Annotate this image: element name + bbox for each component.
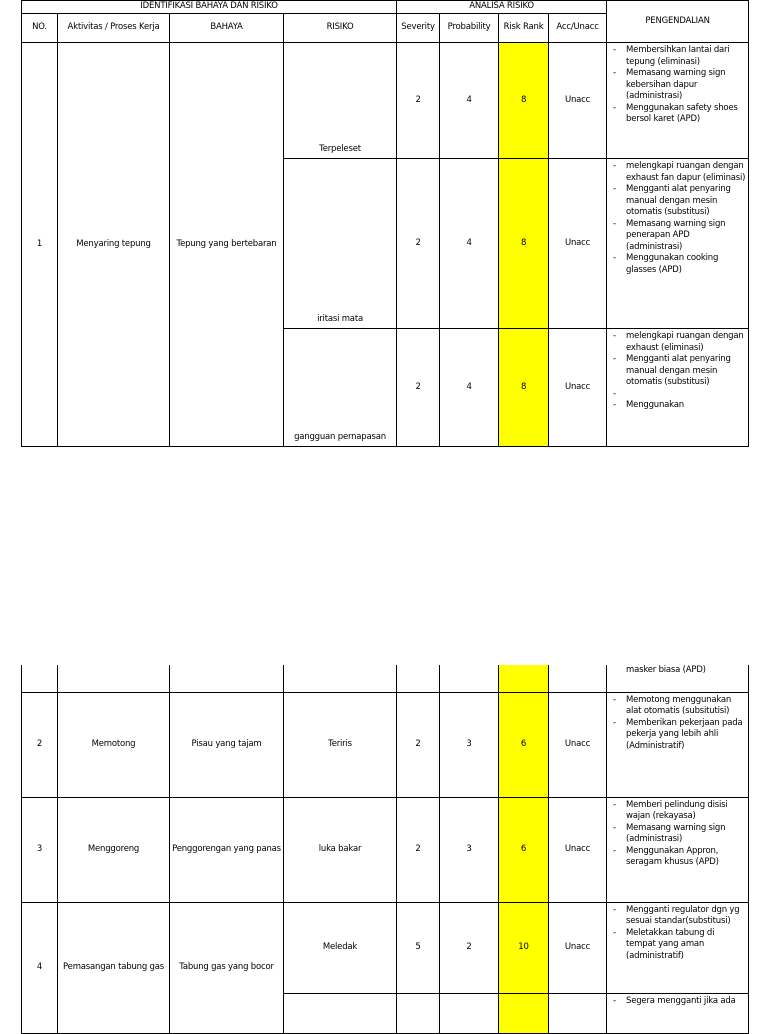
control-item: - Memberikan pekerjaan pada pekerja yang lebih ahli (Administratif) xyxy=(607,718,746,753)
control-item: - Membersihkan lantai dari tepung (eliminasi) xyxy=(607,45,746,68)
row-number: 2 xyxy=(22,692,58,797)
probability-cell: 4 xyxy=(440,159,499,329)
control-item: - melengkapi ruangan dengan exhaust (eliminasi) xyxy=(607,331,746,354)
probability-cell: 3 xyxy=(440,692,499,797)
control-cell xyxy=(607,159,749,329)
row-number: 1 xyxy=(22,43,58,447)
control-item: - Meletakkan tabung di tempat yang aman (administratif) xyxy=(607,928,746,963)
control-item: - Menggunakan safety shoes bersol karet (APD) xyxy=(607,103,746,126)
header-analysis: ANALISA RISIKO xyxy=(397,1,607,14)
hazard-cell: Tabung gas yang bocor xyxy=(170,902,284,1033)
severity-cell: 2 xyxy=(397,692,440,797)
risk-rank-cell xyxy=(499,665,549,692)
risk-cell: iritasi mata xyxy=(284,159,397,329)
table-row xyxy=(22,797,749,902)
control-list xyxy=(607,905,746,963)
probability-cell: 4 xyxy=(440,329,499,447)
probability-cell: 3 xyxy=(440,797,499,902)
control-item: - Segera mengganti jika ada xyxy=(607,996,746,1008)
activity-cell: Menggoreng xyxy=(58,797,170,902)
risk-table-page-1 xyxy=(21,0,749,447)
risk-cell: Terpeleset xyxy=(284,43,397,159)
control-list xyxy=(607,695,746,753)
control-cell xyxy=(607,329,749,447)
control-item: - Memasang warning sign (administrasi) xyxy=(607,823,746,846)
activity-cell: Menyaring tepung xyxy=(58,43,170,447)
risk-cell: luka bakar xyxy=(284,797,397,902)
control-list xyxy=(607,331,746,412)
control-item: - Memberi pelindung disisi wajan (rekayasa) xyxy=(607,800,746,823)
severity-cell: 2 xyxy=(397,329,440,447)
control-item: - Memotong menggunakan alat otomatis (subsitutisi) xyxy=(607,695,746,718)
table-row xyxy=(22,902,749,993)
risk-cell xyxy=(284,993,397,1033)
table-row xyxy=(22,43,749,159)
acc-cell xyxy=(549,993,607,1033)
acc-cell: Unacc xyxy=(549,902,607,993)
control-cell xyxy=(607,43,749,159)
control-item: - Mengganti regulator dgn yg sesuai standar(substitusi) xyxy=(607,905,746,928)
activity-cell: Pemasangan tabung gas xyxy=(58,902,170,1033)
control-cell xyxy=(607,902,749,993)
severity-cell: 5 xyxy=(397,902,440,993)
table-row xyxy=(22,692,749,797)
control-list xyxy=(607,800,746,869)
control-cell xyxy=(607,665,749,692)
control-item: - Menggunakan cooking glasses (APD) xyxy=(607,253,746,276)
header-probability: Probability xyxy=(440,14,499,43)
hazard-cell: Pisau yang tajam xyxy=(170,692,284,797)
control-cell xyxy=(607,797,749,902)
row-number: 4 xyxy=(22,902,58,1033)
header-row-groups xyxy=(22,1,749,14)
control-cell xyxy=(607,993,749,1033)
control-item: - Mengganti alat penyaring manual dengan mesin otomatis (substitusi) xyxy=(607,354,746,389)
control-item: - Memasang warning sign penerapan APD (administrasi) xyxy=(607,219,746,254)
activity-cell: Memotong xyxy=(58,692,170,797)
risk-rank-cell: 8 xyxy=(499,329,549,447)
header-risk: RISIKO xyxy=(284,14,397,43)
control-item: - Menggunakan xyxy=(607,400,746,412)
header-identification: IDENTIFIKASI BAHAYA DAN RISIKO xyxy=(22,1,397,14)
control-list xyxy=(607,45,746,126)
probability-cell: 4 xyxy=(440,43,499,159)
row-number: 3 xyxy=(22,797,58,902)
hazard-cell: Tepung yang bertebaran xyxy=(170,43,284,447)
probability-cell xyxy=(440,993,499,1033)
control-list xyxy=(607,161,746,276)
severity-cell: 2 xyxy=(397,797,440,902)
risk-rank-cell: 6 xyxy=(499,692,549,797)
header-risk-rank: Risk Rank xyxy=(499,14,549,43)
control-cell xyxy=(607,692,749,797)
control-item: - Menggunakan Appron, seragam khusus (APD) xyxy=(607,846,746,869)
risk-cell: Teriris xyxy=(284,692,397,797)
control-list xyxy=(607,996,746,1008)
header-control: PENGENDALIAN xyxy=(607,1,749,43)
risk-table-page-2 xyxy=(21,665,749,1034)
acc-cell: Unacc xyxy=(549,797,607,902)
acc-cell: Unacc xyxy=(549,692,607,797)
risk-cell: gangguan pernapasan xyxy=(284,329,397,447)
severity-cell: 2 xyxy=(397,43,440,159)
acc-cell: Unacc xyxy=(549,329,607,447)
control-item: - Mengganti alat penyaring manual dengan mesin otomatis (substitusi) xyxy=(607,184,746,219)
risk-rank-cell: 6 xyxy=(499,797,549,902)
table-row-continuation xyxy=(22,665,749,692)
acc-cell: Unacc xyxy=(549,159,607,329)
risk-rank-cell xyxy=(499,993,549,1033)
header-no: NO. xyxy=(22,14,58,43)
control-item xyxy=(607,389,746,401)
acc-cell: Unacc xyxy=(549,43,607,159)
severity-cell xyxy=(397,993,440,1033)
header-hazard: BAHAYA xyxy=(170,14,284,43)
control-item: - melengkapi ruangan dengan exhaust fan dapur (eliminasi) xyxy=(607,161,746,184)
severity-cell: 2 xyxy=(397,159,440,329)
risk-rank-cell: 8 xyxy=(499,159,549,329)
risk-rank-cell: 8 xyxy=(499,43,549,159)
control-continuation: masker biasa (APD) xyxy=(626,665,706,675)
header-severity: Severity xyxy=(397,14,440,43)
probability-cell: 2 xyxy=(440,902,499,993)
control-item: - Memasang warning sign kebersihan dapur (administrasi) xyxy=(607,68,746,103)
header-activity: Aktivitas / Proses Kerja xyxy=(58,14,170,43)
hazard-cell: Penggorengan yang panas xyxy=(170,797,284,902)
header-acc: Acc/Unacc xyxy=(549,14,607,43)
risk-cell: Meledak xyxy=(284,902,397,993)
risk-rank-cell: 10 xyxy=(499,902,549,993)
